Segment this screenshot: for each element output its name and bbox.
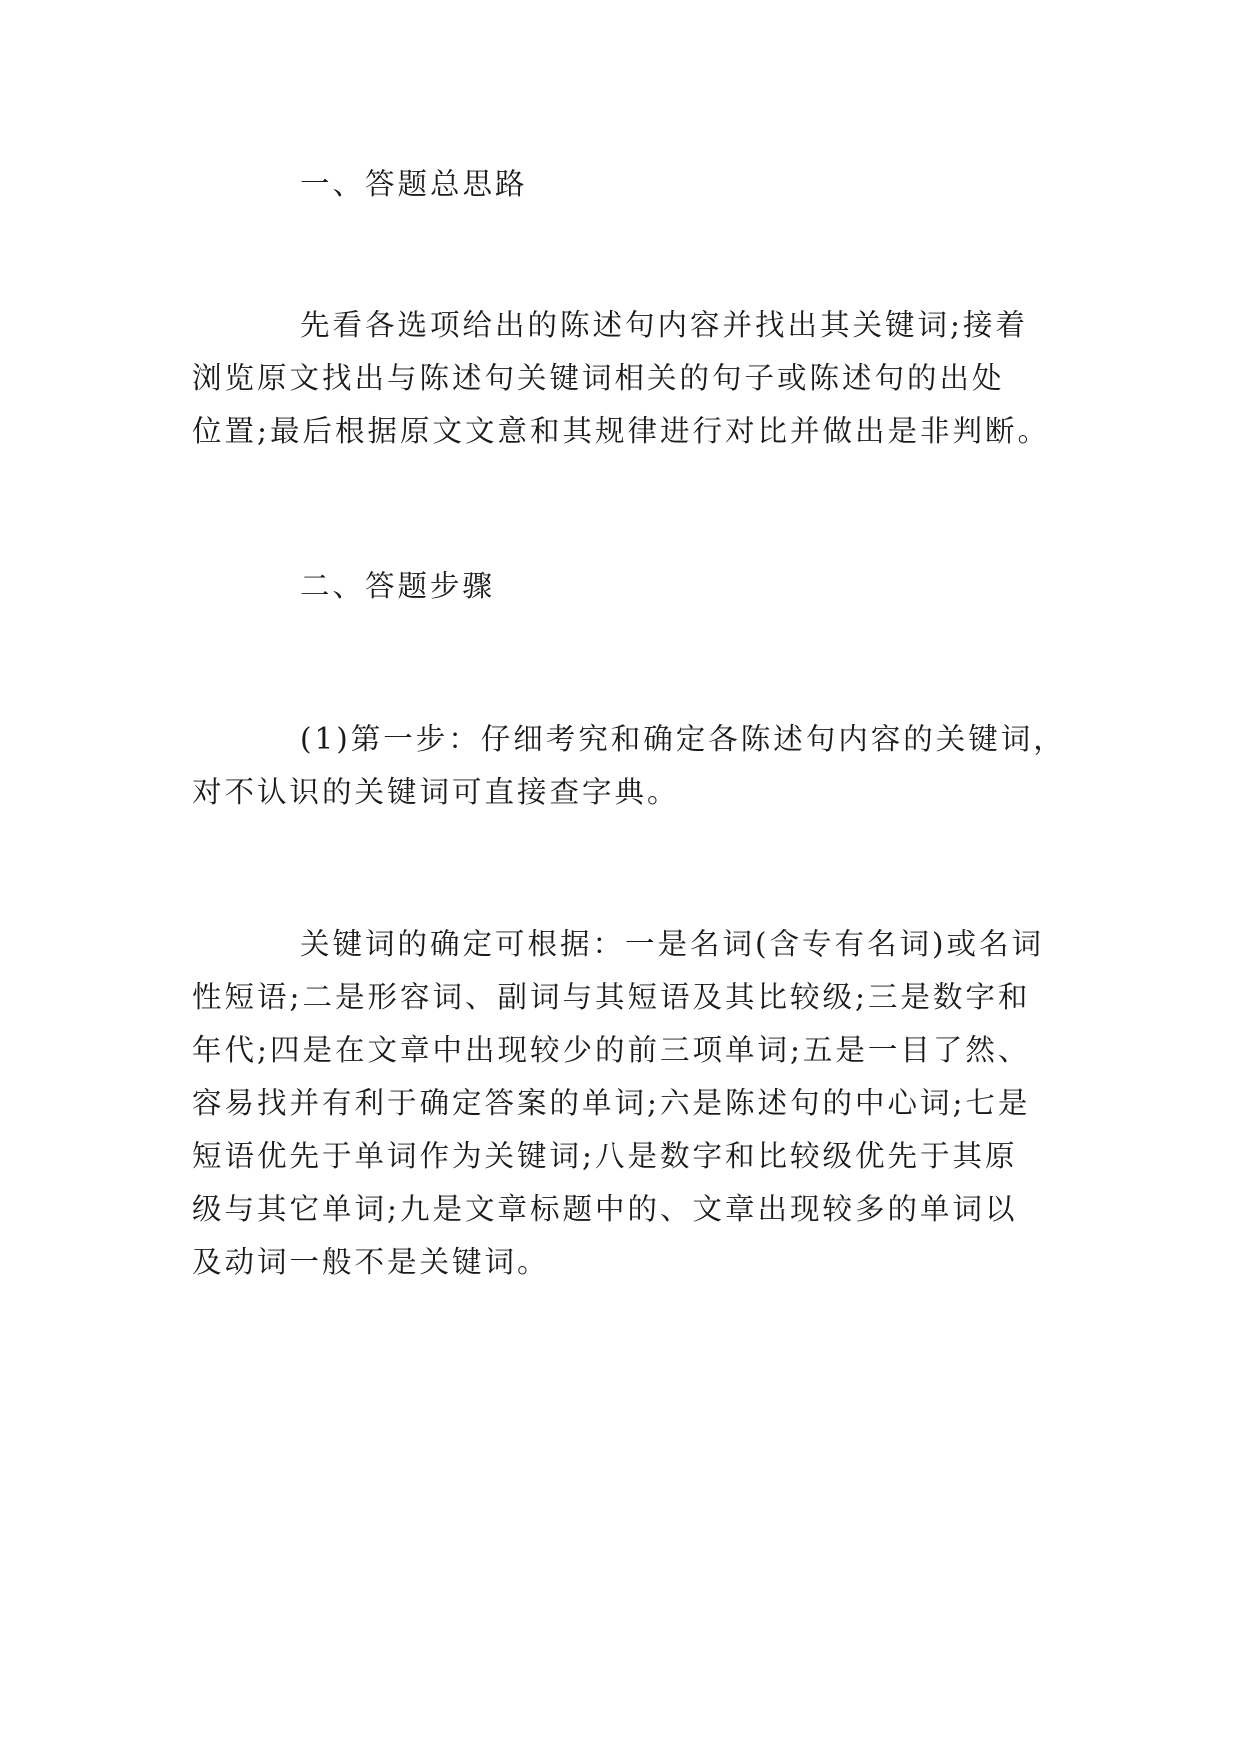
paragraph-line: 性短语;二是形容词、副词与其短语及其比较级;三是数字和 <box>192 980 1031 1014</box>
paragraph-step-one <box>192 713 1072 819</box>
paragraph-line: 关键词的确定可根据：一是名词(含专有名词)或名词 <box>300 927 1045 961</box>
section-heading-steps <box>192 560 1072 613</box>
paragraph-line: 先看各选项给出的陈述句内容并找出其关键词;接着 <box>300 308 1028 342</box>
paragraph-line: 位置;最后根据原文文意和其规律进行对比并做出是非判断。 <box>192 414 1050 448</box>
section-heading-overall-approach <box>192 158 1072 211</box>
heading-text: 一、答题总思路 <box>300 167 528 201</box>
paragraph-line: 对不认识的关键词可直接查字典。 <box>192 775 680 809</box>
paragraph-line: 年代;四是在文章中出现较少的前三项单词;五是一目了然、 <box>192 1033 1031 1067</box>
paragraph-line: (1)第一步：仔细考究和确定各陈述句内容的关键词， <box>300 722 1066 756</box>
paragraph-line: 浏览原文找出与陈述句关键词相关的句子或陈述句的出处 <box>192 361 1005 395</box>
paragraph-keyword-criteria <box>192 918 1072 1289</box>
paragraph-line: 容易找并有利于确定答案的单词;六是陈述句的中心词;七是 <box>192 1086 1031 1120</box>
paragraph-line: 及动词一般不是关键词。 <box>192 1245 550 1279</box>
heading-text: 二、答题步骤 <box>300 569 496 603</box>
paragraph-line: 级与其它单词;九是文章标题中的、文章出现较多的单词以 <box>192 1192 1018 1226</box>
paragraph-line: 短语优先于单词作为关键词;八是数字和比较级优先于其原 <box>192 1139 1018 1173</box>
paragraph-overall-approach <box>192 299 1072 458</box>
